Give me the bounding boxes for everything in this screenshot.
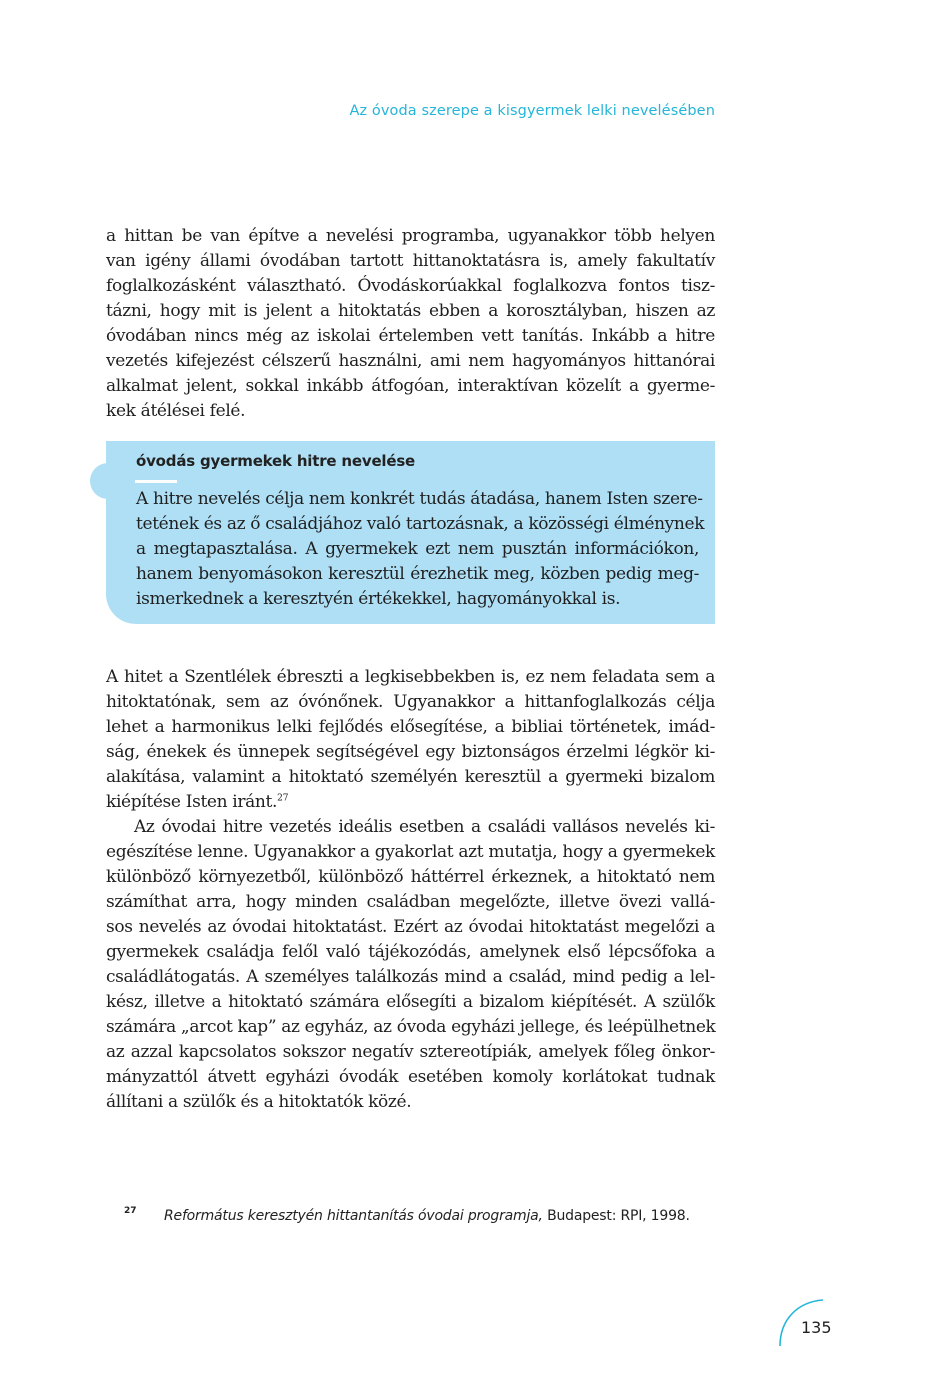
text-line: az azzal kapcsolatos sokszor negatív sztereotípiák, amelyek főleg önkor-	[106, 1042, 715, 1062]
footnote-publisher: Budapest: RPI, 1998.	[542, 1208, 690, 1224]
text-line: kiépítése Isten iránt.	[106, 792, 278, 812]
box-tab-shape	[90, 463, 140, 499]
text-line: számára „arcot kap” az egyház, az óvoda egyházi jellege, és leépülhetnek	[106, 1017, 716, 1037]
text-line: kek átélései felé.	[106, 401, 246, 421]
text-line: Az óvodai hitre vezetés ideális esetben a családi vallásos nevelés ki-	[134, 817, 715, 837]
box-text-line: hanem benyomásokon keresztül érezhetik meg, közben pedig meg-	[136, 564, 699, 584]
text-line: foglalkozásként választható. Óvodáskorúakkal foglalkozva fontos tisz-	[106, 276, 715, 296]
text-line: számíthat arra, hogy minden családban megelőzte, illetve övezi vallá-	[106, 892, 715, 912]
page-number: 135	[801, 1318, 832, 1337]
text-line-with-footnote	[106, 790, 715, 815]
text-line: sos nevelés az óvodai hitoktatást. Ezért az óvodai hitoktatást megelőzi a	[106, 917, 715, 937]
body-paragraph-1	[106, 224, 715, 424]
box-text-line: a megtapasztalása. A gyermekek ezt nem pusztán információkon,	[136, 539, 699, 559]
box-title: óvodás gyermekek hitre nevelése	[136, 452, 416, 470]
running-head: Az óvoda szerepe a kisgyermek lelki nevelésében	[349, 103, 715, 119]
footnote-title: Református keresztyén hittantanítás óvodai programja,	[164, 1208, 543, 1224]
text-line: ság, énekek és ünnepek segítségével egy biztonságos érzelmi légkör ki-	[106, 742, 715, 762]
footnote-text	[164, 1208, 690, 1224]
text-line: alkalmat jelent, sokkal inkább átfogóan, interaktívan közelít a gyerme-	[106, 376, 715, 396]
box-text-line: tetének és az ő családjához való tartozásnak, a közösségi élménynek	[136, 514, 705, 534]
body-paragraph-3	[106, 815, 715, 1115]
footnote-reference[interactable]: 27	[277, 793, 289, 804]
text-line: családlátogatás. A személyes találkozás mind a család, mind pedig a lel-	[106, 967, 715, 987]
text-line: alakítása, valamint a hitoktató személyén keresztül a gyermeki bizalom	[106, 767, 715, 787]
text-line: a hittan be van építve a nevelési programba, ugyanakkor több helyen	[106, 226, 715, 246]
text-line: van igény állami óvodában tartott hittanoktatásra is, amely fakultatív	[106, 251, 715, 271]
box-title-rule	[135, 480, 177, 483]
box-text-line: A hitre nevelés célja nem konkrét tudás átadása, hanem Isten szere-	[136, 489, 703, 509]
text-line: hitoktatónak, sem az óvónőnek. Ugyanakkor a hittanfoglalkozás célja	[106, 692, 715, 712]
box-corner	[106, 441, 136, 465]
text-line: különböző környezetből, különböző háttérrel érkeznek, a hitoktató nem	[106, 867, 715, 887]
text-line: mányzattól átvett egyházi óvodák esetében komoly korlátokat tudnak	[106, 1067, 715, 1087]
text-line: lehet a harmonikus lelki fejlődés elősegítése, a bibliai történetek, imád-	[106, 717, 715, 737]
text-line: gyermekek családja felől való tájékozódás, amelynek első lépcsőfoka a	[106, 942, 715, 962]
text-line: kész, illetve a hitoktató számára elősegíti a bizalom kiépítését. A szülők	[106, 992, 715, 1012]
box-text-line: ismerkednek a keresztyén értékekkel, hagyományokkal is.	[136, 589, 621, 609]
text-line: egészítése lenne. Ugyanakkor a gyakorlat azt mutatja, hogy a gyermekek	[106, 842, 715, 862]
text-line: vezetés kifejezést célszerű használni, ami nem hagyományos hittanórai	[106, 351, 715, 371]
text-line: tázni, hogy mit is jelent a hitoktatás ebben a korosztályban, hiszen az	[106, 301, 715, 321]
footnote-number: 27	[124, 1206, 137, 1216]
box-text	[136, 487, 705, 612]
text-line: óvodában nincs még az iskolai értelemben vett tanítás. Inkább a hitre	[106, 326, 715, 346]
text-line: állítani a szülők és a hitoktatók közé.	[106, 1092, 412, 1112]
highlight-box	[106, 441, 715, 624]
text-line: A hitet a Szentlélek ébreszti a legkisebbekben is, ez nem feladata sem a	[106, 667, 715, 687]
body-paragraph-2	[106, 665, 715, 815]
